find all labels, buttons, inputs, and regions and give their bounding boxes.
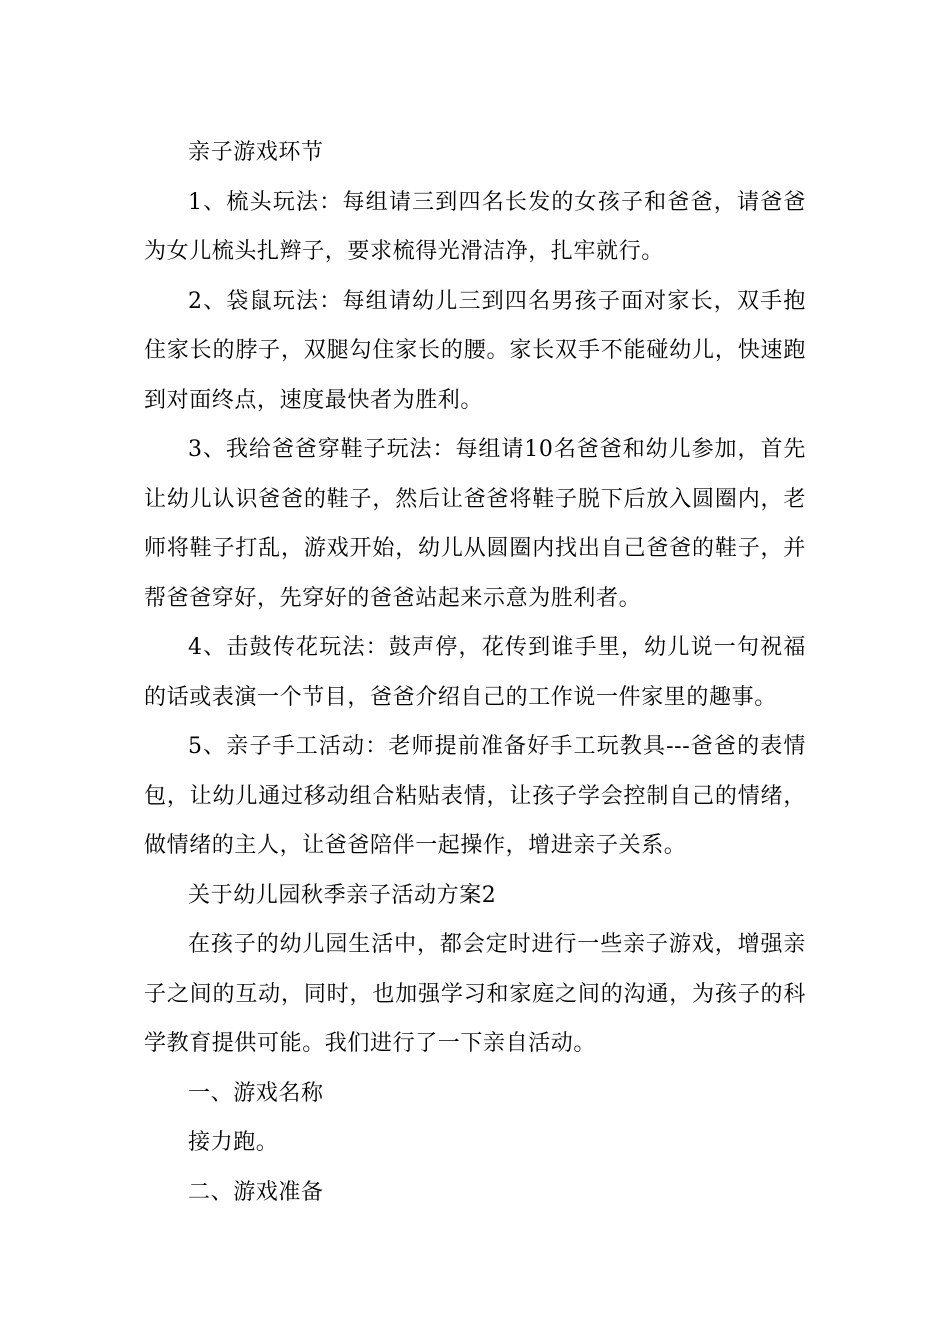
paragraph-game-3-shoes: 3、我给爸爸穿鞋子玩法：每组请10名爸爸和幼儿参加，首先让幼儿认识爸爸的鞋子，然后让爸爸将鞋子脱下后放入圆圈内，老师将鞋子打乱，游戏开始，幼儿从圆圈内找出自己爸爸的鞋子，并帮爸爸穿好，先穿好的爸爸站起来示意为胜利者。 bbox=[144, 437, 806, 611]
paragraph-plan-2-intro: 在孩子的幼儿园生活中，都会定时进行一些亲子游戏，增强亲子之间的互动，同时，也加强学习和家庭之间的沟通，为孩子的科学教育提供可能。我们进行了一下亲自活动。 bbox=[144, 932, 806, 1056]
subheading-game-name: 一、游戏名称 bbox=[188, 1080, 324, 1106]
subheading-game-preparation: 二、游戏准备 bbox=[188, 1179, 324, 1205]
paragraph-game-4-pass-flower: 4、击鼓传花玩法：鼓声停，花传到谁手里，幼儿说一句祝福的话或表演一个节目，爸爸介绍自己的工作说一件家里的趣事。 bbox=[144, 635, 806, 710]
section-heading-parent-child-games: 亲子游戏环节 bbox=[188, 140, 324, 165]
section-heading-plan-2: 关于幼儿园秋季亲子活动方案2 bbox=[188, 882, 497, 908]
paragraph-game-5-handcraft: 5、亲子手工活动：老师提前准备好手工玩教具---爸爸的表情包，让幼儿通过移动组合粘贴表情，让孩子学会控制自己的情绪，做情绪的主人，让爸爸陪伴一起操作，增进亲子关系。 bbox=[144, 734, 806, 858]
paragraph-game-1-hair-combing: 1、梳头玩法：每组请三到四名长发的女孩子和爸爸，请爸爸为女儿梳头扎辫子，要求梳得光滑洁净，扎牢就行。 bbox=[144, 189, 806, 264]
document-body bbox=[144, 128, 806, 1217]
paragraph-game-2-kangaroo: 2、袋鼠玩法：每组请幼儿三到四名男孩子面对家长，双手抱住家长的脖子，双腿勾住家长的腰。家长双手不能碰幼儿，快速跑到对面终点，速度最快者为胜利。 bbox=[144, 288, 806, 413]
paragraph-relay-race: 接力跑。 bbox=[188, 1130, 279, 1155]
